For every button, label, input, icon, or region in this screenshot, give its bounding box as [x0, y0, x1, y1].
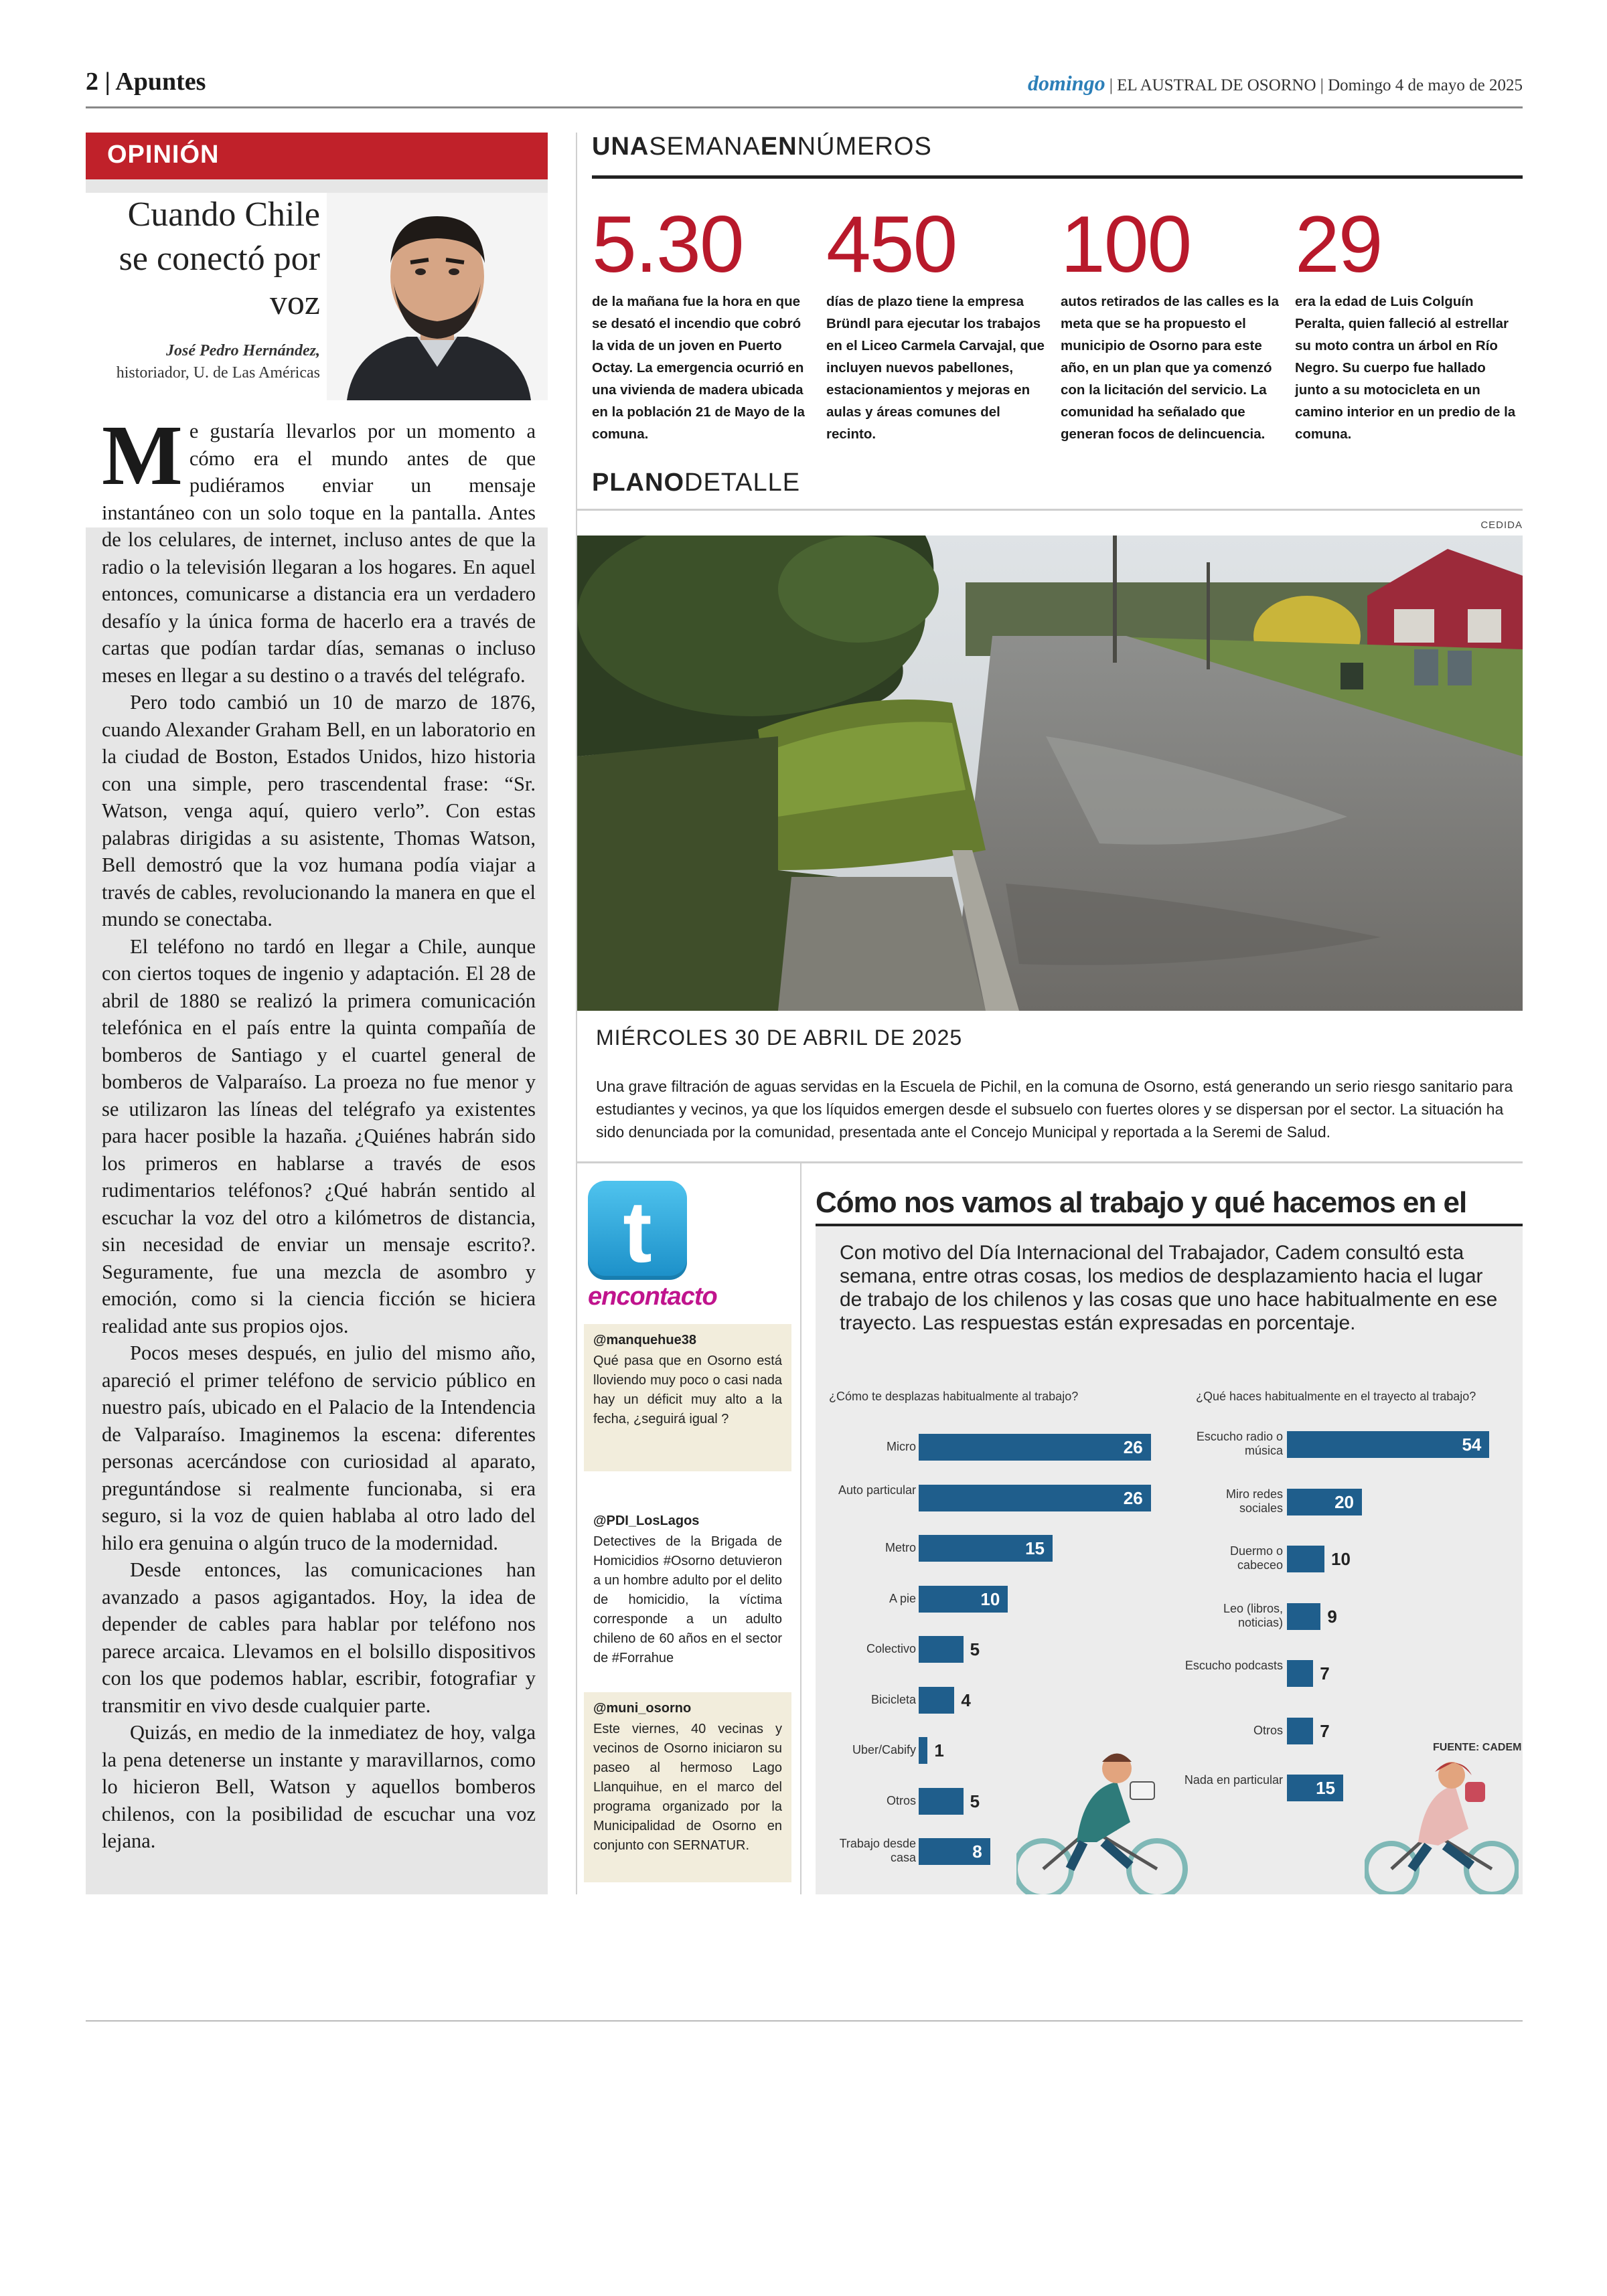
page-number: 2	[86, 68, 98, 96]
chart-1-question: ¿Cómo te desplazas habitualmente al trabajo?	[829, 1390, 1079, 1403]
chart-bar	[1287, 1603, 1320, 1630]
bar-label: Micro	[887, 1440, 916, 1453]
bar-value: 7	[1320, 1720, 1330, 1741]
number-value: 5.30	[592, 199, 743, 289]
header-separator: |	[98, 68, 116, 96]
footer-rule	[86, 2020, 1523, 2022]
numbers-title-part: EN	[760, 133, 797, 161]
tweet-card	[584, 1692, 791, 1882]
chart-bar	[1287, 1660, 1313, 1687]
number-description: era la edad de Luis Colguín Peralta, quien falleció al estrellar su moto contra un árbol en Río Negro. Su cuerpo fue hallado junto a su motocicleta en un camino interior en un predio de la comuna.	[1295, 294, 1516, 442]
chart-bar	[919, 1636, 964, 1663]
author-portrait-illustration	[327, 193, 548, 400]
masthead-info	[1028, 71, 1523, 96]
author-name: José Pedro Hernández,	[166, 342, 320, 359]
section-name: Apuntes	[115, 68, 206, 96]
bar-label: Escucho radio o música	[1196, 1430, 1283, 1457]
bar-value: 5	[970, 1639, 980, 1659]
chart-bar	[919, 1788, 964, 1815]
tweet-handle: @manquehue38	[593, 1333, 696, 1347]
page-header	[86, 62, 1523, 108]
bar-value: 4	[961, 1690, 971, 1710]
bar-value: 15	[1025, 1538, 1045, 1558]
bar-label: Colectivo	[866, 1642, 916, 1655]
infographic-source: FUENTE: CADEM	[1433, 1742, 1522, 1753]
bar-label: Escucho podcasts	[1184, 1659, 1283, 1672]
tweet-text: Qué pasa que en Osorno está lloviendo muy poco o casi nada hay un déficit muy alto a la fecha, ¿seguirá igual ?	[593, 1354, 782, 1426]
street-photo	[577, 536, 1523, 1011]
bar-label: Bicicleta	[870, 1692, 916, 1706]
tweet-text: Detectives de la Brigada de Homicidios #Osorno detuvieron a un hombre adulto por el delito de homicidio, la víctima corresponde a un adulto chileno de 60 años en el sector de #Forrahue	[593, 1534, 782, 1665]
bar-value: 54	[1462, 1434, 1482, 1455]
bar-value: 8	[972, 1841, 982, 1862]
bar-value: 10	[980, 1588, 1000, 1609]
numbers-section-title	[592, 133, 932, 161]
number-item	[1061, 201, 1282, 445]
plano-title-part: PLANO	[592, 469, 684, 497]
plano-rule	[577, 509, 1523, 511]
infographic-intro: Con motivo del Día Internacional del Trabajador, Cadem consultó esta semana, entre otras cosas, los medios de desplazamiento hacia el lugar de trabajo de los chilenos y las cosas que uno hace habitualmente en ese trayecto. Las respuestas están expresadas en porcentaje.	[840, 1242, 1498, 1334]
encontacto-column	[577, 1163, 798, 1894]
bar-label: Metro	[885, 1541, 916, 1554]
header-sep-1: |	[1109, 76, 1118, 94]
bar-label: Duermo o cabeceo	[1229, 1544, 1283, 1572]
number-value: 100	[1061, 199, 1191, 289]
number-description: de la mañana fue la hora en que se desató el incendio que cobró la vida de un joven en Puerto Octay. La emergencia ocurrió en una vivienda de madera ubicada en la población 21 de Mayo de la comuna.	[592, 294, 805, 442]
opinion-paragraph-text: e gustaría llevarlos por un momento a cómo era el mundo antes de que pudiéramos enviar un mensaje instantáneo con un solo toque en la pantalla. Antes de los celulares, de internet, incluso antes de que la radio o la televisión llegaran a los hogares. En aquel entonces, comunicarse a distancia era un verdadero desafío y la única forma de hacerlo era a través de cartas que podían tardar días, semanas o incluso meses en llegar a su destino o a través del telégrafo.	[102, 420, 536, 687]
opinion-column	[86, 133, 548, 1894]
number-description: días de plazo tiene la empresa Bründl para ejecutar los trabajos en el Liceo Carmela Carvajal, que incluyen nuevos pabellones, estacionamientos y mejoras en aulas y áreas comunes del recinto.	[826, 294, 1045, 442]
photo-caption: Una grave filtración de aguas servidas en la Escuela de Pichil, en la comuna de Osorno, está generando un serio riesgo sanitario para estudiantes y vecinos, ya que los líquidos emergen desde el subsuelo con fuertes olores y se dispersan por el sector. La situación ha sido denunciada por la comunidad, presentada ante el Concejo Municipal y reportada a la Seremi de Salud.	[596, 1078, 1513, 1141]
bar-label: Uber/Cabify	[852, 1743, 916, 1756]
chart-bar	[919, 1687, 954, 1714]
tweet-text: Este viernes, 40 vecinas y vecinos de Osorno iniciaron su paseo al hermoso Lago Llanquihue, en el marco del programa organizado por la Municipalidad de Osorno en conjunto con SERNATUR.	[593, 1722, 782, 1853]
tweet-handle: @PDI_LosLagos	[593, 1513, 700, 1528]
opinion-paragraph: El teléfono no tardó en llegar a Chile, aunque con ciertos toques de ingenio y adaptación. El 28 de abril de 1880 se realizó la primera comunicación telefónica en el país entre la quinta compañía de bomberos de Santiago y el cuartel general de bomberos de Valparaíso. La proeza no fue menor y se utilizaron las líneas del telégrafo ya existentes para hacer posible la hazaña. ¿Quiénes habrán sido los primeros en hablarse a través de esos rudimentarios teléfonos? ¿Qué habrán sentido al escuchar la voz del otro a kilómetros de distancia, sin necesidad de enviar un mensaje escrito?. Seguramente, fue una mezcla de asombro y emoción, como si la ciencia ficción se hiciera realidad ante sus propios ojos.	[102, 934, 536, 1337]
number-value: 29	[1295, 199, 1382, 289]
bar-label: Trabajo desde casa	[839, 1837, 916, 1864]
opinion-paragraph: Pero todo cambió un 10 de marzo de 1876, cuando Alexander Graham Bell, en un laboratorio en la ciudad de Boston, Estados Unidos, hizo historia con una simple, pero trascendental frase: “Sr. Watson, venga aquí, quiero verlo”. Con estas palabras dirigidas a su asistente, Thomas Watson, Bell demostró que la voz humana podía viajar a través de cables, revolucionando la manera en que el mundo se conectaba.	[102, 691, 536, 930]
twitter-icon	[588, 1181, 687, 1280]
number-description: autos retirados de las calles es la meta que se ha propuesto el municipio de Osorno para este año, en un plan que ya comenzó con la licitación del servicio. La comunidad ha señalado que generan focos de delincuencia.	[1061, 294, 1279, 442]
author-role: historiador, U. de Las Américas	[116, 364, 320, 382]
opinion-paragraph: Quizás, en medio de la inmediatez de hoy, valga la pena detenerse un instante y maravillarnos, como lo hicieron Bell, Watson y aquellos bomberos chilenos, con la posibilidad de escuchar una voz lejana.	[102, 1721, 536, 1852]
opinion-byline	[99, 340, 320, 384]
bar-label: Miro redes sociales	[1225, 1487, 1283, 1515]
numbers-title-part: SEMANA	[649, 133, 761, 161]
photo-credit: CEDIDA	[1480, 519, 1523, 531]
bar-label: Leo (libros, noticias)	[1223, 1601, 1283, 1629]
chart-bar	[1287, 1718, 1313, 1744]
infographic-title: Cómo nos vamos al trabajo y qué hacemos en el	[816, 1186, 1467, 1219]
numbers-rule	[592, 175, 1523, 179]
encontacto-title: encontacto	[588, 1283, 717, 1311]
plano-title-part: DETALLE	[684, 469, 801, 497]
opinion-paragraph: Desde entonces, las comunicaciones han avanzado a pasos agigantados. Hoy, la idea de depender de cables para hablar por teléfono nos parece arcaica. Llevamos en el bolsillo dispositivos con los que podemos hablar, escribir, fotografiar y transmitir en vivo desde cualquier parte.	[102, 1558, 536, 1717]
opinion-body	[102, 408, 536, 1855]
bar-value: 15	[1316, 1778, 1335, 1798]
tweet-handle: @muni_osorno	[593, 1701, 692, 1716]
bar-value: 26	[1123, 1487, 1143, 1508]
infographic-panel	[816, 1226, 1523, 1894]
tweet-card	[584, 1505, 791, 1663]
cyclist-illustration-1	[1016, 1742, 1191, 1894]
bar-label: Auto particular	[838, 1483, 916, 1497]
plano-section-title	[592, 469, 800, 497]
twitter-glyph: t	[623, 1183, 652, 1281]
column-divider	[800, 1163, 801, 1894]
chart-bar	[1287, 1546, 1324, 1572]
header-sep-2: |	[1320, 76, 1328, 94]
bar-value: 9	[1327, 1606, 1337, 1627]
number-item	[1295, 201, 1516, 445]
number-item	[592, 201, 813, 445]
bar-value: 7	[1320, 1663, 1330, 1684]
bar-label: Otros	[1253, 1723, 1283, 1737]
street-scene-illustration	[577, 536, 1523, 1011]
bar-value: 1	[934, 1740, 944, 1760]
chart-bar	[919, 1737, 927, 1764]
newspaper-name: EL AUSTRAL DE OSORNO	[1117, 76, 1316, 94]
tweet-card	[584, 1324, 791, 1471]
bar-label: A pie	[889, 1591, 916, 1605]
numbers-title-part: UNA	[592, 133, 649, 161]
bar-value: 10	[1331, 1549, 1351, 1569]
number-item	[826, 201, 1047, 445]
bar-value: 5	[970, 1791, 980, 1811]
bar-label: Nada en particular	[1184, 1773, 1283, 1787]
opinion-tag: OPINIÓN	[86, 133, 548, 179]
bar-label: Otros	[886, 1793, 916, 1807]
bar-value: 26	[1123, 1437, 1143, 1457]
photo-date: MIÉRCOLES 30 DE ABRIL DE 2025	[596, 1026, 963, 1050]
opinion-paragraph: Pocos meses después, en julio del mismo año, apareció el primer teléfono de servicio público en nuestro país, ubicado en el Palacio de la Intendencia de Valparaíso. Imaginemos la escena: diferentes personas acercándose con curiosidad al aparato, preguntándose si realmente funcionaba, si era seguro, si la voz de quien hablaba al otro lado del hilo era genuina o algún truco de la modernidad.	[102, 1341, 536, 1554]
numbers-title-part: NÚMEROS	[797, 133, 932, 161]
page-section-label	[86, 67, 206, 96]
number-value: 450	[826, 199, 957, 289]
cyclist-illustration-2	[1365, 1755, 1519, 1894]
drop-cap: M	[102, 408, 183, 503]
chart-2-question: ¿Qué haces habitualmente en el trayecto al trabajo?	[1196, 1390, 1476, 1403]
opinion-paragraph	[102, 408, 536, 689]
author-photo	[327, 193, 548, 400]
bar-value: 20	[1334, 1491, 1354, 1512]
opinion-title: Cuando Chile se conectó por voz	[119, 195, 320, 322]
issue-date: Domingo 4 de mayo de 2025	[1328, 76, 1523, 94]
brand-name: domingo	[1027, 71, 1105, 95]
